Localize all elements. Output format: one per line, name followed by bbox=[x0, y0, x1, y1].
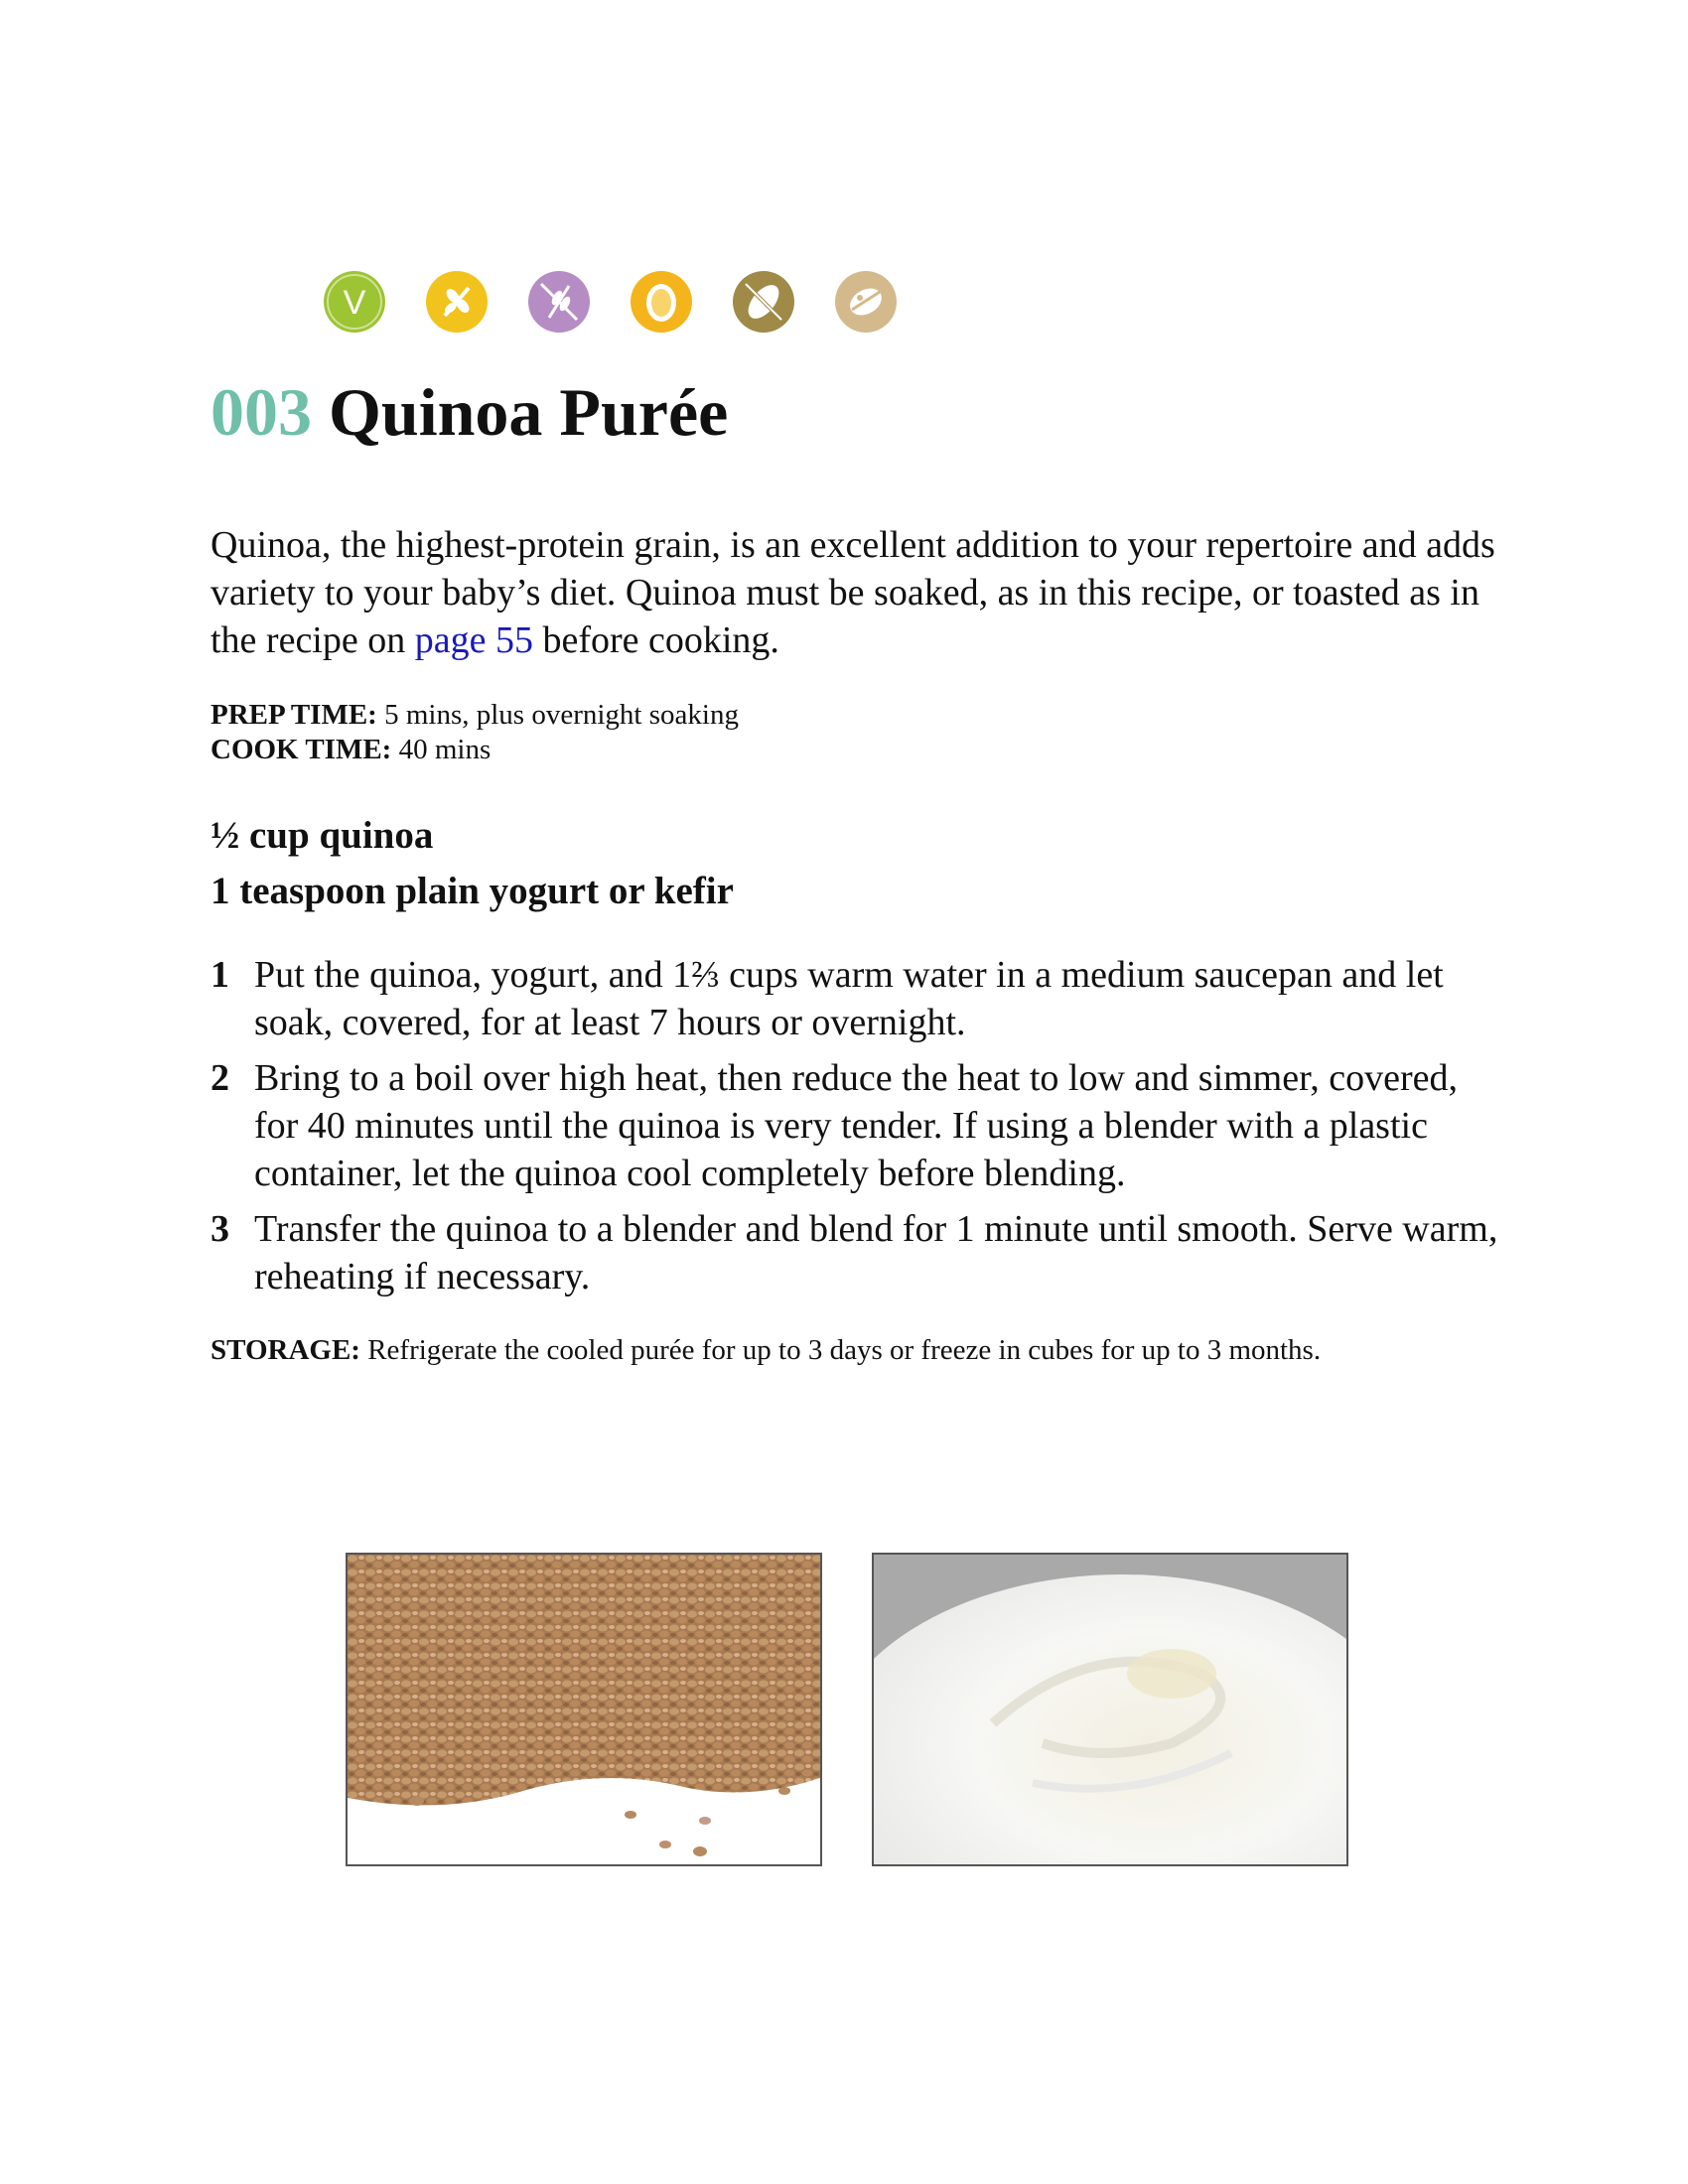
recipe-intro bbox=[211, 521, 1501, 664]
recipe-name: Quinoa Purée bbox=[329, 374, 729, 450]
step-item bbox=[211, 951, 1501, 1046]
quinoa-photo bbox=[346, 1553, 822, 1866]
step-item bbox=[211, 1205, 1501, 1300]
prep-time-label: PREP TIME: bbox=[211, 699, 377, 731]
prep-time bbox=[211, 698, 739, 733]
step-text: Transfer the quinoa to a blender and blend for 1 minute until smooth. Serve warm, reheating if necessary. bbox=[254, 1208, 1498, 1297]
storage-note bbox=[211, 1333, 1521, 1368]
step-number: 3 bbox=[211, 1208, 229, 1250]
yogurt-photo bbox=[872, 1553, 1348, 1866]
step-item bbox=[211, 1054, 1501, 1197]
storage-text: Refrigerate the cooled purée for up to 3 days or freeze in cubes for up to 3 months. bbox=[359, 1334, 1322, 1366]
nut-free-icon bbox=[732, 270, 795, 334]
step-number: 2 bbox=[211, 1057, 229, 1099]
recipe-times bbox=[211, 698, 739, 767]
prep-time-value: 5 mins, plus overnight soaking bbox=[376, 699, 739, 731]
ingredient-item: 1 teaspoon plain yogurt or kefir bbox=[211, 870, 734, 912]
step-text: Bring to a boil over high heat, then reduce the heat to low and simmer, covered, for 40 minutes until the quinoa is very tender. If using a blender with a plastic container, let the quinoa cool completely before blending. bbox=[254, 1057, 1458, 1194]
ingredient-item: ½ cup quinoa bbox=[211, 814, 434, 857]
dairy-free-icon bbox=[834, 270, 898, 334]
cook-time bbox=[211, 733, 739, 767]
svg-text:V: V bbox=[343, 284, 366, 322]
step-text: Put the quinoa, yogurt, and 1⅔ cups warm water in a medium saucepan and let soak, covered, for at least 7 hours or overnight. bbox=[254, 954, 1444, 1043]
vegan-icon bbox=[323, 270, 386, 334]
cook-time-value: 40 mins bbox=[391, 734, 492, 765]
method-steps bbox=[211, 951, 1501, 1308]
page-55-link[interactable]: page 55 bbox=[414, 619, 533, 661]
wheat-free-icon bbox=[527, 270, 591, 334]
storage-label: STORAGE: bbox=[211, 1334, 360, 1366]
cook-time-label: COOK TIME: bbox=[211, 734, 392, 765]
gluten-free-icon bbox=[425, 270, 489, 334]
intro-text-end: before cooking. bbox=[532, 619, 779, 661]
egg-free-icon bbox=[630, 270, 693, 334]
recipe-number: 003 bbox=[211, 374, 312, 450]
intro-text: Quinoa, the highest-protein grain, is an excellent addition to your repertoire and adds variety to your baby’s diet. Quinoa must be soaked, as in this recipe, or toasted as in the recipe on bbox=[211, 524, 1495, 661]
diet-icons-row bbox=[323, 270, 898, 334]
step-number: 1 bbox=[211, 954, 229, 996]
recipe-title bbox=[211, 375, 728, 450]
ingredients-list bbox=[211, 808, 734, 919]
